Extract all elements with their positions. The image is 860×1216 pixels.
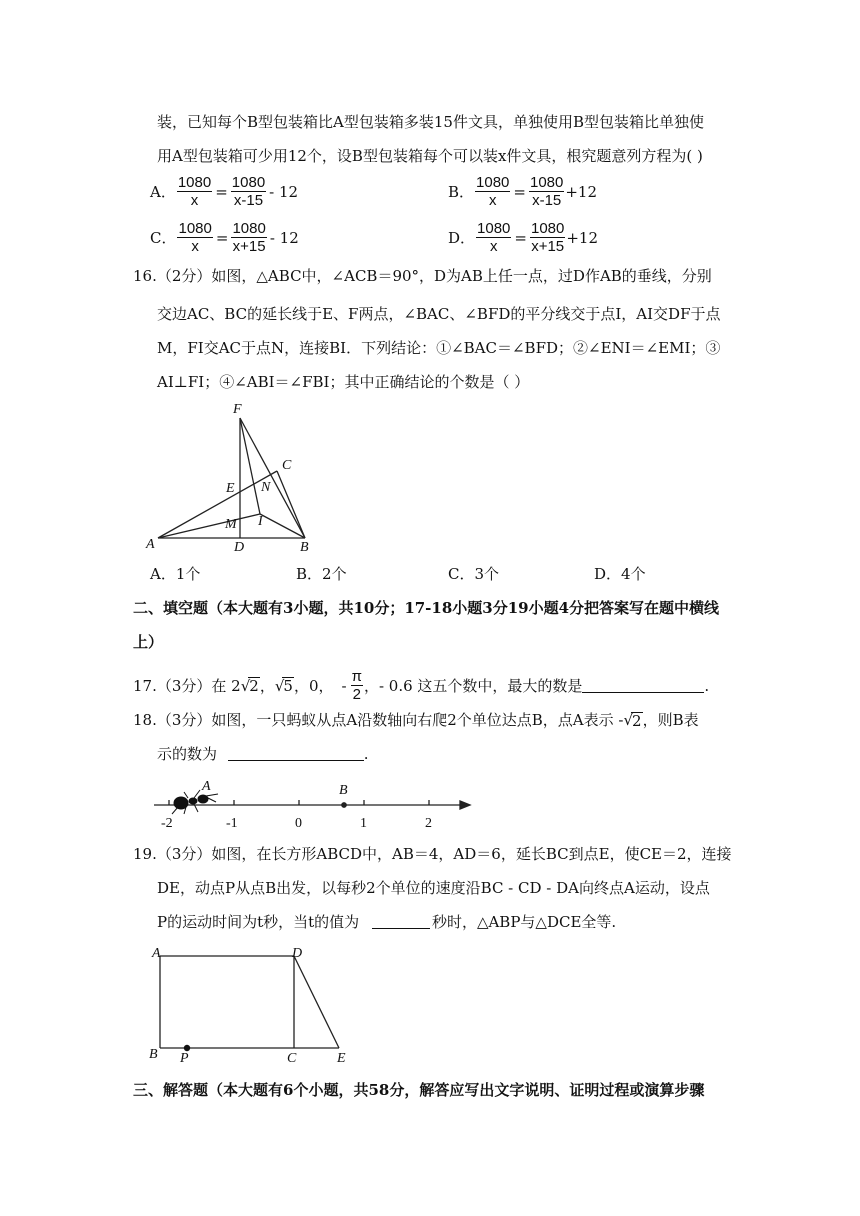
equals-sign: = — [513, 182, 526, 201]
sqrt-symbol: √ — [623, 711, 634, 729]
numerator: 1080 — [477, 220, 511, 237]
q16-figure — [140, 396, 330, 556]
answer-blank[interactable] — [582, 678, 704, 693]
denominator: x+15 — [232, 238, 266, 255]
answer-blank[interactable] — [228, 746, 364, 761]
denominator: x — [191, 238, 199, 255]
radicand: 2 — [249, 677, 259, 695]
denominator: x-15 — [532, 192, 562, 209]
q16-option-a: A．1个 — [150, 565, 201, 583]
segment-ai — [158, 514, 260, 538]
numerator: 1080 — [476, 174, 510, 191]
segment-cb — [277, 471, 305, 538]
q16-option-b: B．2个 — [296, 565, 347, 583]
numerator: 1080 — [529, 174, 564, 191]
q19-line1: 19.（3分）如图，在长方形ABCD中，AB＝4，AD＝6，延长BC到点E，使CE＝2，连接 — [133, 845, 732, 863]
q19-figure — [142, 942, 362, 1064]
minus-sign: - — [341, 676, 347, 695]
numerator: 1080 — [530, 220, 565, 237]
option-tail: - 12 — [269, 228, 299, 247]
denominator: 2 — [352, 686, 361, 703]
q18-line2 — [157, 744, 369, 764]
q16-line3: M，FI交AC于点N，连接BI．下列结论：①∠BAC＝∠BFD；②∠ENI＝∠EMI；③ — [157, 339, 721, 357]
q17-prefix: 17.（3分）在 2 — [133, 676, 241, 695]
denominator: x — [488, 192, 497, 209]
q17-mid: ，0， — [293, 676, 334, 695]
q17-suffix: ，- 0.6 这五个数中，最大的数是 — [363, 676, 583, 695]
q18-number-line — [148, 776, 478, 836]
q18-prefix: 18.（3分）如图，一只蚂蚁从点A沿数轴向右爬2个单位达点B，点A表示 - — [133, 711, 624, 729]
label-e: E — [226, 481, 235, 496]
tick-label-1: 1 — [360, 816, 367, 831]
fraction-pi-over-2 — [351, 668, 363, 703]
label-e: E — [337, 1051, 346, 1064]
label-n: N — [261, 480, 271, 495]
fraction — [231, 174, 266, 209]
fraction — [177, 220, 212, 255]
q15-option-c — [150, 220, 299, 255]
fraction — [177, 174, 212, 209]
q18-line1 — [133, 710, 699, 730]
denominator: x-15 — [233, 192, 264, 209]
label-c: C — [287, 1051, 297, 1064]
label-d: D — [292, 946, 303, 961]
option-tail: +12 — [565, 182, 598, 201]
q15-line1: 装，已知每个B型包装箱比A型包装箱多装15件文具，单独使用B型包装箱比单独使 — [157, 113, 704, 131]
numerator: 1080 — [232, 220, 266, 237]
q16-line2: 交边AC、BC的延长线于E、F两点，∠BAC、∠BFD的平分线交于点I，AI交DF于点 — [157, 305, 721, 323]
ant-icon — [172, 790, 218, 814]
denominator: x — [190, 192, 199, 209]
numerator: 1080 — [178, 220, 212, 237]
label-b: B — [300, 540, 309, 555]
label-b: B — [339, 783, 348, 798]
denominator: x+15 — [531, 238, 565, 255]
section3-heading: 三、解答题（本大题有6个小题，共58分，解答应写出文字说明、证明过程或演算步骤 — [133, 1081, 705, 1099]
tick-label-0: 0 — [295, 816, 302, 831]
q15-option-a — [150, 174, 298, 209]
period: . — [704, 676, 710, 695]
fraction — [475, 174, 510, 209]
label-m: M — [225, 517, 237, 532]
q19-line2: DE，动点P从点B出发，以每秒2个单位的速度沿BC - CD - DA向终点A运动，设点 — [157, 879, 710, 897]
answer-blank[interactable] — [372, 914, 430, 929]
numerator: 1080 — [177, 174, 212, 191]
label-b: B — [149, 1047, 158, 1062]
option-tail: - 12 — [269, 182, 299, 201]
option-letter: A． — [150, 183, 176, 201]
equals-sign: = — [514, 228, 527, 247]
label-c: C — [282, 458, 292, 473]
label-a: A — [202, 779, 211, 794]
label-a: A — [152, 946, 161, 961]
point-b — [342, 803, 346, 807]
label-i: I — [258, 514, 263, 529]
tick-label-minus2: -2 — [161, 816, 173, 831]
q16-line4: AI⊥FI；④∠ABI＝∠FBI；其中正确结论的个数是（ ） — [157, 373, 530, 391]
q19-line3 — [157, 912, 616, 932]
radicand: 2 — [632, 711, 642, 730]
q16-option-c: C．3个 — [448, 565, 500, 583]
denominator: x — [489, 238, 498, 255]
fraction — [476, 220, 511, 255]
sqrt-symbol: √ — [274, 676, 285, 695]
axis-arrow — [460, 801, 470, 809]
q15-option-b — [448, 174, 597, 209]
option-letter: D． — [448, 229, 476, 247]
section2-heading-line1: 二、填空题（本大题有3小题，共10分；17-18小题3分19小题4分把答案写在题中横线 — [133, 599, 720, 617]
q19-text-b: 秒时，△ABP与△DCE全等. — [431, 913, 617, 931]
fraction — [529, 174, 564, 209]
q18-text: 示的数为 — [157, 745, 218, 763]
tick-label-2: 2 — [425, 816, 432, 831]
q16-option-d: D．4个 — [594, 565, 646, 583]
option-tail: +12 — [566, 228, 599, 247]
q17-line — [133, 668, 709, 703]
label-f: F — [233, 402, 242, 417]
separator: ， — [259, 676, 275, 695]
segment-de — [294, 956, 339, 1048]
radicand: 5 — [283, 677, 293, 695]
equals-sign: = — [215, 228, 229, 247]
label-d: D — [234, 540, 245, 555]
sqrt-symbol: √ — [240, 676, 251, 695]
q16-line1: 16.（2分）如图，△ABC中，∠ACB＝90°，D为AB上任一点，过D作AB的垂线，分别 — [133, 267, 712, 285]
segment-fi — [240, 418, 260, 514]
numerator: π — [351, 668, 362, 685]
label-p: P — [180, 1051, 189, 1064]
equals-sign: = — [215, 182, 228, 201]
q15-line2: 用A型包装箱可少用12个，设B型包装箱每个可以装x件文具，根究题意列方程为( ) — [157, 147, 703, 165]
option-letter: C． — [150, 229, 177, 247]
label-a: A — [146, 537, 155, 552]
q15-option-d — [448, 220, 598, 255]
section2-heading-line2: 上） — [133, 633, 164, 651]
period: . — [363, 745, 369, 763]
q18-suffix: ，则B表 — [642, 711, 699, 729]
fraction — [530, 220, 565, 255]
numerator: 1080 — [231, 174, 266, 191]
option-letter: B． — [448, 183, 475, 201]
q19-text-a: P的运动时间为t秒，当t的值为 — [157, 913, 360, 931]
tick-label-minus1: -1 — [226, 816, 238, 831]
fraction — [231, 220, 266, 255]
